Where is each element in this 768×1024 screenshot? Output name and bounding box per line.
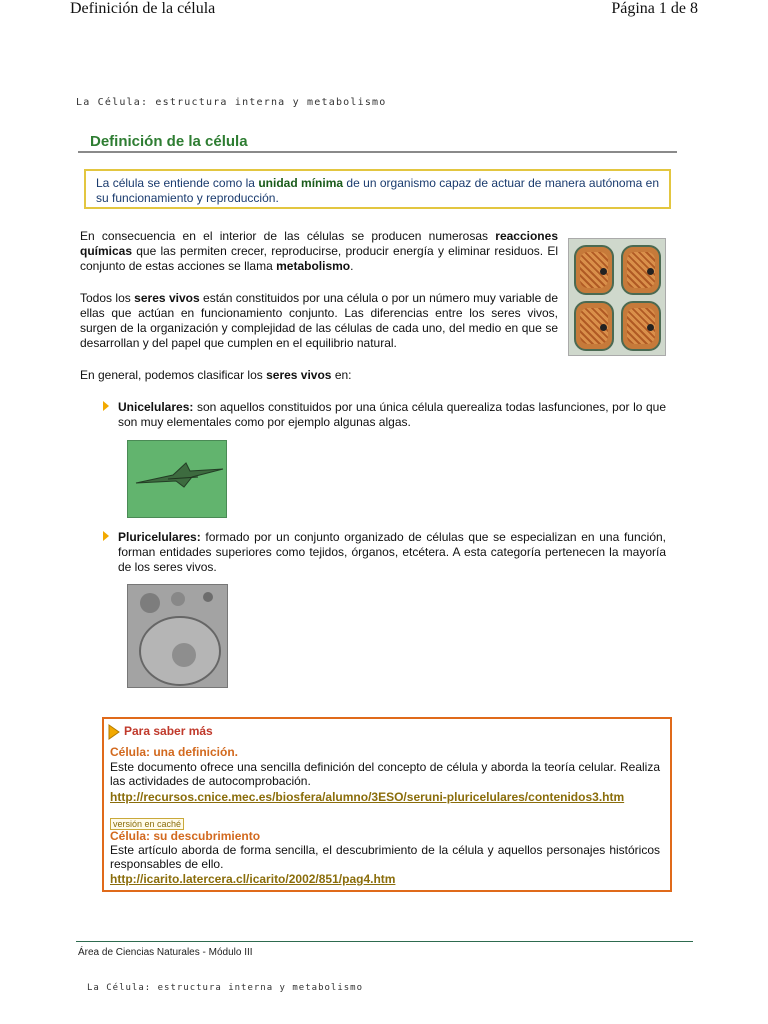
p2-text: Todos los — [80, 291, 135, 305]
arrow-right-icon — [108, 724, 120, 745]
link2-url[interactable]: http://icarito.latercera.cl/icarito/2002/851/pag4.htm — [110, 872, 396, 886]
p1-text-2: que las permiten crecer, reproducirse, producir energía y eliminar residuos. El conjunto de estas acciones se llama — [80, 244, 558, 273]
footer-divider — [76, 941, 693, 942]
list-text: son aquellos constituidos por una única célula querealiza todas lasfunciones, por lo que son muy elementales como por ejemplo algunas algas. — [118, 400, 666, 429]
bullet-arrow-icon — [103, 531, 109, 541]
section-divider — [78, 151, 677, 153]
p3-text: En general, podemos clasificar los — [80, 368, 267, 382]
paragraph-metabolism — [80, 229, 558, 274]
p3-bold: seres vivos — [266, 368, 332, 382]
link2-title: Célula: su descubrimiento — [110, 829, 261, 843]
list-term: Unicelulares: — [118, 400, 194, 414]
definition-text-end: de un organismo capaz de actuar de manera autónoma en su funcionamiento y reproducción. — [96, 176, 659, 205]
cells-image — [568, 238, 666, 356]
footer-area: Área de Ciencias Naturales - Módulo III — [78, 947, 253, 958]
definition-text: La célula se entiende como la — [96, 176, 259, 190]
header-title: Definición de la célula — [70, 0, 216, 17]
link1-url[interactable]: http://recursos.cnice.mec.es/biosfera/alumno/3ESO/seruni-pluricelulares/contenidos3.htm — [110, 790, 625, 804]
course-title-top: La Célula: estructura interna y metabolismo — [76, 97, 387, 108]
list-text: formado por un conjunto organizado de células que se especializan en una función, forman entidades superiores como tejidos, órganos, etcétera. A esta categoría pertenecen la mayoría de los seres vivos. — [118, 530, 666, 574]
link2-description: Este artículo aborda de forma sencilla, el descubrimiento de la célula y aquellos personajes históricos responsables de ello. — [110, 843, 660, 871]
p2-bold: seres vivos — [134, 291, 200, 305]
p1-bold-reactions: reacciones químicas — [80, 229, 558, 258]
p1-text-3: . — [350, 259, 354, 273]
p1-text: En consecuencia en el interior de las células se producen numerosas — [80, 229, 496, 243]
footer-course-title: La Célula: estructura interna y metabolismo — [87, 983, 363, 993]
list-item-pluricellular — [118, 530, 666, 575]
header-page-number: Página 1 de 8 — [611, 0, 698, 17]
more-info-title: Para saber más — [124, 724, 213, 738]
cached-version-link[interactable]: versión en caché — [110, 818, 184, 830]
link1-title: Célula: una definición. — [110, 745, 239, 759]
p1-bold-metabolism: metabolismo — [276, 259, 351, 273]
list-term: Pluricelulares: — [118, 530, 201, 544]
paragraph-living-beings — [80, 291, 558, 351]
pluricellular-tissue-image — [127, 584, 228, 688]
bullet-arrow-icon — [103, 401, 109, 411]
definition-box — [84, 169, 671, 209]
p3-text-2: en: — [331, 368, 352, 382]
list-item-unicellular — [118, 400, 666, 430]
definition-bold: unidad mínima — [258, 176, 344, 190]
section-title: Definición de la célula — [90, 133, 248, 150]
link1-description: Este documento ofrece una sencilla definición del concepto de célula y aborda la teoría celular. Realiza las actividades de autocomprobación. — [110, 760, 660, 788]
p2-text-2: están constituidos por una célula o por un número muy variable de ellas que actúan en funcionamiento conjunto. Las diferencias entre los seres vivos, surgen de la organización y complejidad de las células de cada uno, del medio en que se desarrollan y del papel que cumplen en el equilibrio natural. — [80, 291, 559, 350]
unicellular-alga-image — [127, 440, 227, 518]
paragraph-classification — [80, 368, 680, 383]
